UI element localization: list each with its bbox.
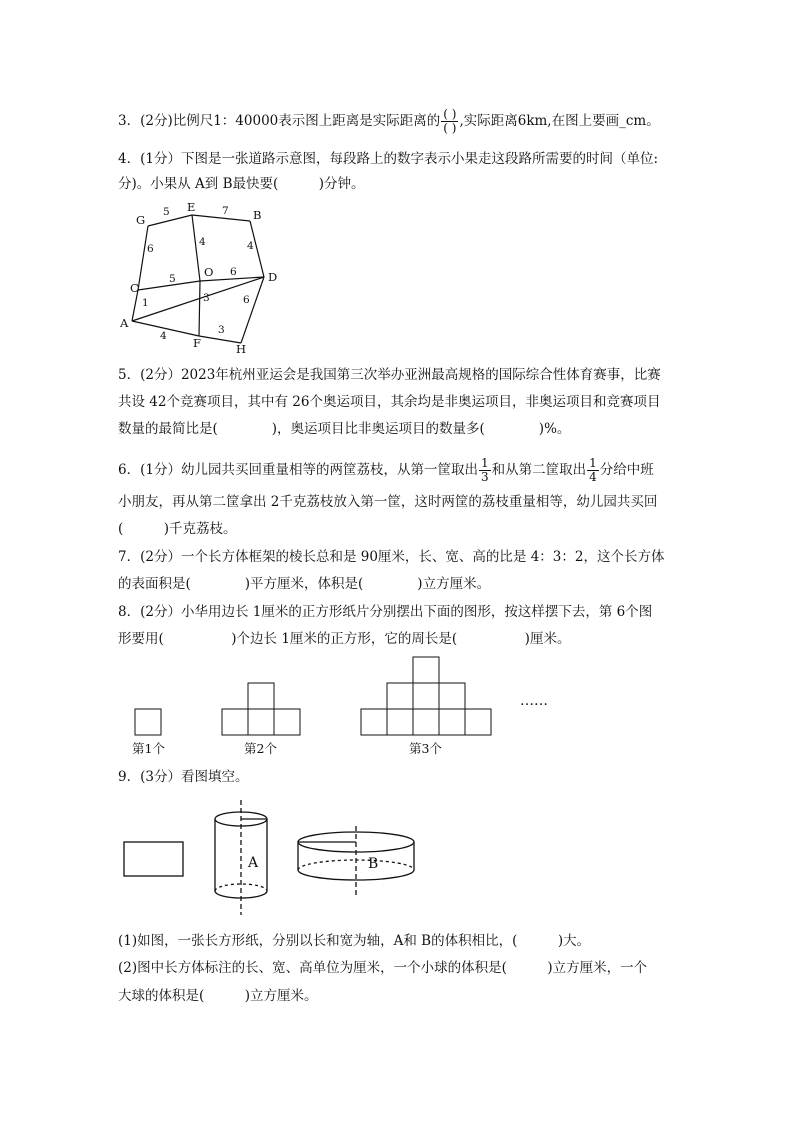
q4-line-1: 4．(1分）下图是一张道路示意图，每段路上的数字表示小果走这段路所需要的时间（单位:: [118, 151, 658, 167]
cylinder-a-label: A: [248, 855, 259, 871]
road-e-o: [192, 215, 200, 281]
rectangle-paper: [124, 842, 183, 876]
time-b-d: 4: [247, 240, 254, 252]
node-g: G: [136, 213, 146, 227]
q3-fraction-numerator: ( ): [443, 107, 457, 121]
time-a-f: 4: [160, 330, 167, 342]
q6-line-1: [118, 457, 654, 484]
node-f: F: [193, 336, 201, 350]
figure-3-square: [413, 683, 439, 709]
figure-3-square: [465, 709, 491, 735]
figure-3-square: [413, 709, 439, 735]
figure-2-square: [274, 709, 300, 735]
time-g-e: 5: [163, 206, 170, 218]
q3-prefix: 3．(2分)比例尺1：40000表示图上距离是实际距离的: [118, 113, 441, 129]
node-e: E: [187, 200, 196, 214]
road-e-b: [192, 215, 250, 221]
figure-3-label: 第3个: [409, 741, 442, 756]
pattern-ellipsis: ……: [520, 693, 548, 709]
road-o-d: [200, 277, 264, 281]
figure-2-square: [248, 683, 274, 709]
node-b: B: [253, 208, 262, 222]
road-c-o: [138, 281, 200, 290]
q6-line-3: ( )千克荔枝。: [118, 521, 237, 537]
q3-suffix: ,实际距离6km,在图上要画_cm。: [459, 113, 660, 129]
node-c: C: [130, 281, 139, 295]
figure-2-square: [248, 709, 274, 735]
time-g-c: 6: [147, 243, 154, 255]
time-o-d: 6: [230, 266, 237, 278]
figure-2-label: 第2个: [244, 741, 277, 756]
q9-sub-1: (1)如图，一张长方形纸，分别以长和宽为轴，A和 B的体积相比，( )大。: [118, 933, 591, 949]
node-h: H: [236, 342, 247, 356]
cylinder-a-bottom-back: [215, 884, 267, 891]
road-g-c: [138, 226, 148, 290]
q5-line-3: 数量的最简比是( )，奥运项目比非奥运项目的数量多( )%。: [118, 421, 571, 437]
q9-line-1: 9．(3分）看图填空。: [118, 769, 249, 785]
q5-line-1: 5．(2分）2023年杭州亚运会是我国第三次举办亚洲最高规格的国际综合性体育赛事，比赛: [118, 367, 661, 383]
cylinder-a-bottom-front: [215, 891, 267, 898]
q3-blank-fraction: [441, 108, 458, 135]
cylinder-b-label: B: [368, 856, 379, 872]
node-o: O: [204, 265, 214, 279]
q6-part-1: 6．(1分）幼儿园共买回重量相等的两筐荔枝，从第一筐取出: [118, 462, 478, 478]
q7-line-1: 7．(2分）一个长方体框架的棱长总和是 90厘米，长、宽、高的比是 4：3：2，这个长方体: [118, 549, 665, 565]
road-d-h: [241, 277, 264, 343]
figure-1-square: [135, 709, 161, 735]
q6-fraction-one-third: [479, 457, 491, 484]
node-a: A: [120, 316, 129, 330]
time-c-o: 5: [169, 273, 176, 285]
q8-line-1: 8．(2分）小华用边长 1厘米的正方形纸片分别摆出下面的图形，按这样摆下去，第 6个图: [118, 604, 653, 620]
q8-line-2: 形要用( )个边长 1厘米的正方形，它的周长是( )厘米。: [118, 631, 571, 647]
q6-frac2-numerator: 1: [589, 456, 597, 470]
cylinder-b-top: [298, 832, 414, 852]
q4-line-2: 分)。小果从 A到 B最快要( )分钟。: [118, 176, 365, 192]
time-e-b: 7: [222, 205, 229, 217]
figure-3-square: [413, 657, 439, 683]
cylinder-a-top: [215, 812, 267, 826]
q6-fraction-one-fourth: [587, 457, 599, 484]
time-e-o: 4: [199, 236, 206, 248]
road-g-e: [148, 215, 192, 226]
figure-3-square: [439, 683, 465, 709]
node-d: D: [268, 270, 278, 284]
figure-1-label: 第1个: [132, 741, 165, 756]
time-c-a: 1: [142, 297, 149, 309]
road-f-h: [199, 336, 241, 343]
figure-2-square: [222, 709, 248, 735]
q7-line-2: 的表面积是( )平方厘米，体积是( )立方厘米。: [118, 576, 491, 592]
figure-3-square: [387, 683, 413, 709]
road-b-d: [250, 221, 264, 277]
q6-part-2: 和从第二筐取出: [491, 462, 587, 478]
road-c-a: [132, 290, 138, 321]
figure-3-square: [387, 709, 413, 735]
q6-frac2-denominator: 4: [589, 470, 597, 484]
q6-frac1-numerator: 1: [480, 456, 489, 470]
road-a-f: [132, 321, 199, 336]
road-o-f: [199, 281, 200, 336]
figure-3-square: [361, 709, 387, 735]
q9-sub-2-line-2: 大球的体积是( )立方厘米。: [118, 988, 318, 1004]
cylinder-b-bottom-back: [298, 860, 414, 870]
q6-part-3: 分给中班: [599, 462, 654, 478]
q6-frac1-denominator: 3: [480, 470, 489, 484]
q3-fraction-denominator: ( ): [443, 121, 457, 135]
road-a-d: [132, 277, 264, 321]
figure-3-square: [439, 709, 465, 735]
q6-line-2: 小朋友，再从第二筐拿出 2千克荔枝放入第一筐，这时两筐的荔枝重量相等，幼儿园共买回: [118, 494, 658, 510]
q9-sub-2-line-1: (2)图中长方体标注的长、宽、高单位为厘米，一个小球的体积是( )立方厘米，一个: [118, 960, 648, 976]
time-o-f: 3: [203, 292, 210, 304]
q3-line: [118, 108, 660, 135]
q5-line-2: 共设 42个竞赛项目，其中有 26个奥运项目，其余均是非奥运项目，非奥运项目和竞赛项目: [118, 394, 661, 410]
cylinder-b-bottom-front: [298, 870, 414, 880]
time-f-h: 3: [218, 324, 225, 336]
time-a-d: 6: [243, 294, 250, 306]
